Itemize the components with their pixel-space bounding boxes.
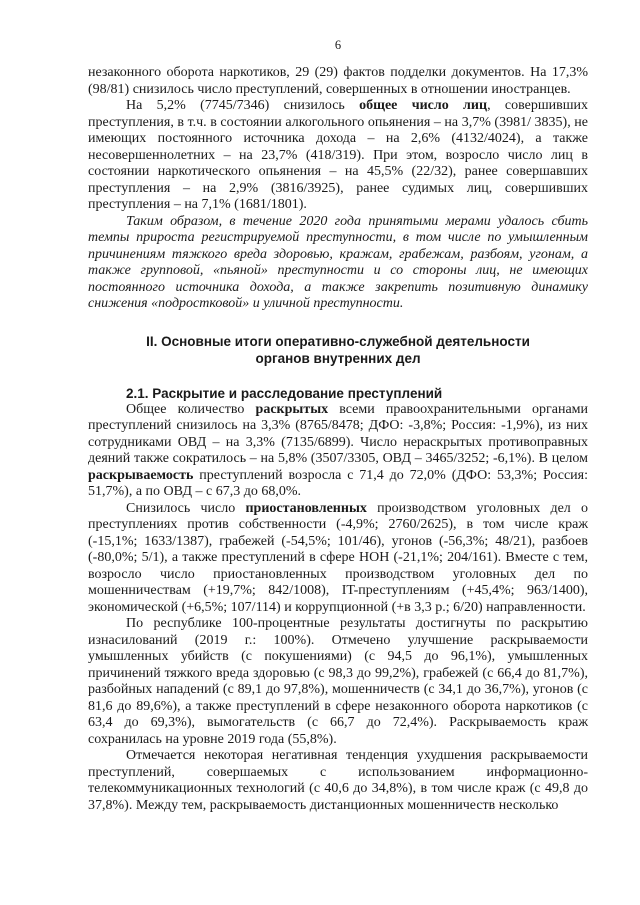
paragraph-solved-crimes: Общее количество раскрытых всеми правоохранительными органами преступлений снизилось на 3,3% (8765/8478; ДФО: -3,8%; Россия: -1,9%), из них сотрудниками ОВД – на 3,3% (7135/6899). Число нераскрытых противоправных деяний также сократилось – на 5,8% (3507/3305, ОВД – 3465/3252; -6,1%). В целом раскрываемость преступлений возросла с 71,4 до 72,0% (ДФО: 53,3%; Россия: 51,7%), а по ОВД – с 67,3 до 68,0%. bbox=[88, 401, 589, 499]
subsection-heading: 2.1. Раскрытие и расследование преступлений bbox=[126, 385, 443, 401]
bold-term: раскрытых bbox=[255, 401, 329, 417]
paragraph-conclusion: Таким образом, в течение 2020 года принятыми мерами удалось сбить темпы прироста регистрируемой преступности, в том числе по умышленным причинениям тяжкого вреда здоровью, кражам, грабежам, разбоям, угонам, а также групповой, «пьяной» преступности и со стороны лиц, не имеющих постоянного источника дохода, а также закрепить позитивную динамику снижения «подростковой» и уличной преступности. bbox=[88, 213, 588, 311]
page-number: 6 bbox=[334, 38, 342, 52]
bold-term: раскрываемость bbox=[88, 467, 194, 483]
paragraph-foreign-crimes: незаконного оборота наркотиков, 29 (29) фактов подделки документов. На 17,3% (98/81) снизилось число преступлений, совершенных в отношении иностранцев. bbox=[88, 65, 588, 97]
paragraph-republic-results: По республике 100-процентные результаты достигнуты по раскрытию изнасилований (2019 г.: 100%). Отмечено улучшение раскрываемости умышленных убийств (с покушениями) (с 94,5 до 96,1%), умышленных причинений тяжкого вреда здоровью (с 98,3 до 99,2%), грабежей (с 66,4 до 81,7%), разбойных нападений (с 89,1 до 97,8%), мошенничеств (с 34,1 до 36,7%), угонов (с 81,6 до 89,6%), а также преступлений в сфере незаконного оборота наркотиков (с 63,4 до 69,3%), вымогательств (с 66,7 до 72,4%). Раскрываемость краж сохранилась на уровне 2019 года (55,8%). bbox=[88, 616, 588, 747]
paragraph-suspended-cases: Снизилось число приостановленных производством уголовных дел о преступлениях против собственности (-4,9%; 2760/2625), в том числе краж (-15,1%; 1633/1387), грабежей (-54,5%; 101/46), угонов (-56,3%; 48/21), разбоев (-80,0%; 5/1), а также преступлений в сфере НОН (-21,1%; 204/161). Вместе с тем, возросло число приостановленных производством уголовных дел по мошенничествам (+19,7%; 842/1008), IT-преступлениям (+45,4%; 963/1400), экономической (+6,5%; 107/114) и коррупционной (+в 3,3 р.; 6/20) направленности. bbox=[88, 500, 588, 615]
paragraph-persons-count: На 5,2% (7745/7346) снизилось общее число лиц, совершивших преступления, в т.ч. в состоянии алкогольного опьянения – на 3,7% (3981/ 3835), не имеющих постоянного источника дохода – на 2,6% (4132/4024), а также несовершеннолетних – на 23,7% (418/319). При этом, возросло число лиц в состоянии наркотического опьянения – на 45,5% (22/32), ранее совершавших преступления – на 2,9% (3816/3925), ранее судимых лиц, совершивших преступления – на 7,1% (1681/1801). bbox=[88, 98, 588, 212]
bold-term: общее число лиц bbox=[359, 98, 488, 113]
section-heading: II. Основные итоги оперативно-служебной деятельности органов внутренних дел bbox=[146, 333, 530, 366]
bold-term: приостановленных bbox=[245, 500, 367, 516]
paragraph-negative-trend: Отмечается некоторая негативная тенденция ухудшения раскрываемости преступлений, совершаемых с использованием информационно-телекоммуникационных технологий (с 40,6 до 34,8%), в том числе краж (с 49,8 до 37,8%). Между тем, раскрываемость дистанционных мошенничеств несколько bbox=[88, 748, 588, 813]
